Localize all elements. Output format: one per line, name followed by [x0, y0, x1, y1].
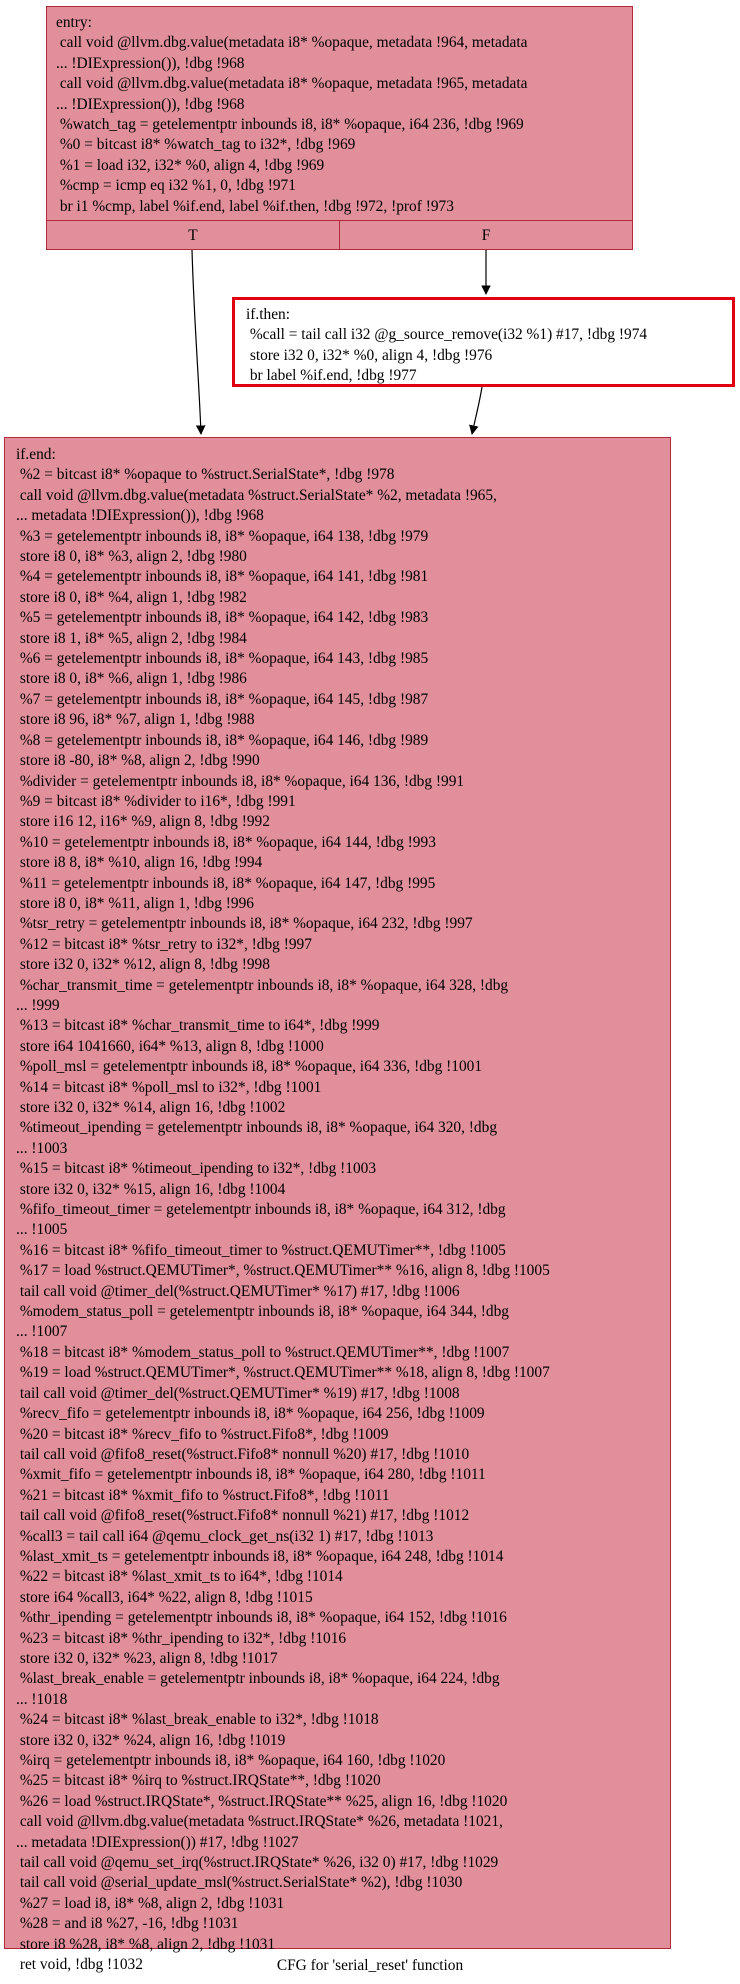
instruction-line: %cmp = icmp eq i32 %1, 0, !dbg !971 — [56, 177, 296, 195]
instruction-line: store i8 0, i8* %11, align 1, !dbg !996 — [16, 894, 254, 912]
instruction-line: store i8 0, i8* %6, align 1, !dbg !986 — [16, 670, 247, 688]
instruction-line: %xmit_fifo = getelementptr inbounds i8, i8* %opaque, i64 280, !dbg !1011 — [16, 1466, 486, 1484]
if-then-instructions — [246, 325, 726, 386]
instruction-line: %0 = bitcast i8* %watch_tag to i32*, !dbg !969 — [56, 136, 356, 154]
instruction-line: %19 = load %struct.QEMUTimer*, %struct.QEMUTimer** %18, align 8, !dbg !1007 — [16, 1364, 550, 1382]
instruction-line: tail call void @fifo8_reset(%struct.Fifo8* nonnull %21) #17, !dbg !1012 — [16, 1507, 470, 1525]
instruction-line: store i32 0, i32* %15, align 16, !dbg !1004 — [16, 1180, 286, 1198]
instruction-line: br label %if.end, !dbg !977 — [246, 367, 417, 385]
instruction-line: %fifo_timeout_timer = getelementptr inbounds i8, i8* %opaque, i64 312, !dbg — [16, 1201, 506, 1219]
instruction-line: ... metadata !DIExpression()), !dbg !968 — [16, 507, 264, 525]
if-end-label: if.end: — [16, 446, 56, 463]
entry-label: entry: — [56, 14, 92, 31]
instruction-line: ... !1005 — [16, 1221, 68, 1239]
instruction-line: ... !1018 — [16, 1690, 68, 1708]
instruction-line: call void @llvm.dbg.value(metadata %struct.SerialState* %2, metadata !965, — [16, 486, 497, 504]
instruction-line: ... !1007 — [16, 1323, 68, 1341]
instruction-line: store i32 0, i32* %14, align 16, !dbg !1002 — [16, 1099, 286, 1116]
instruction-line: store i8 8, i8* %10, align 16, !dbg !994 — [16, 854, 263, 872]
instruction-line: ... metadata !DIExpression()) #17, !dbg !1027 — [16, 1833, 299, 1851]
instruction-line: %17 = load %struct.QEMUTimer*, %struct.QEMUTimer** %16, align 8, !dbg !1005 — [16, 1262, 550, 1280]
instruction-line: call void @llvm.dbg.value(metadata i8* %opaque, metadata !965, metadata — [56, 75, 528, 93]
instruction-line: %27 = load i8, i8* %8, align 2, !dbg !1031 — [16, 1894, 285, 1912]
instruction-line: %15 = bitcast i8* %timeout_ipending to i32*, !dbg !1003 — [16, 1160, 377, 1178]
instruction-line: %3 = getelementptr inbounds i8, i8* %opaque, i64 138, !dbg !979 — [16, 527, 429, 545]
instruction-line: %13 = bitcast i8* %char_transmit_time to i64*, !dbg !999 — [16, 1017, 380, 1035]
instruction-line: %recv_fifo = getelementptr inbounds i8, i8* %opaque, i64 256, !dbg !1009 — [16, 1405, 485, 1423]
instruction-line: ret void, !dbg !1032 — [16, 1956, 143, 1974]
instruction-line: %18 = bitcast i8* %modem_status_poll to %struct.QEMUTimer**, !dbg !1007 — [16, 1343, 510, 1361]
instruction-line: %call3 = tail call i64 @qemu_clock_get_ns(i32 1) #17, !dbg !1013 — [16, 1527, 434, 1545]
instruction-line: %timeout_ipending = getelementptr inbounds i8, i8* %opaque, i64 320, !dbg — [16, 1119, 498, 1137]
instruction-line: %watch_tag = getelementptr inbounds i8, i8* %opaque, i64 236, !dbg !969 — [56, 116, 524, 134]
block-if-then — [232, 297, 735, 387]
instruction-line: ... !DIExpression()), !dbg !968 — [56, 54, 245, 72]
instruction-line: store i16 12, i16* %9, align 8, !dbg !992 — [16, 813, 270, 831]
instruction-line: store i8 -80, i8* %8, align 2, !dbg !990 — [16, 752, 260, 770]
instruction-line: %5 = getelementptr inbounds i8, i8* %opaque, i64 142, !dbg !983 — [16, 609, 429, 627]
instruction-line: %last_break_enable = getelementptr inbounds i8, i8* %opaque, i64 224, !dbg — [16, 1670, 500, 1688]
instruction-line: %char_transmit_time = getelementptr inbounds i8, i8* %opaque, i64 328, !dbg — [16, 976, 509, 994]
instruction-line: %14 = bitcast i8* %poll_msl to i32*, !dbg !1001 — [16, 1078, 322, 1096]
instruction-line: ... !1003 — [16, 1139, 68, 1157]
edge-if-then-to-if-end — [472, 387, 482, 434]
branch-true-port: T — [188, 227, 198, 244]
instruction-line: %20 = bitcast i8* %recv_fifo to %struct.Fifo8*, !dbg !1009 — [16, 1425, 389, 1443]
branch-false-port: F — [339, 221, 632, 249]
instruction-line: %26 = load %struct.IRQState*, %struct.IRQState** %25, align 16, !dbg !1020 — [16, 1792, 508, 1810]
instruction-line: tail call void @timer_del(%struct.QEMUTimer* %17) #17, !dbg !1006 — [16, 1282, 460, 1300]
entry-code — [56, 13, 626, 217]
instruction-line: %6 = getelementptr inbounds i8, i8* %opaque, i64 143, !dbg !985 — [16, 650, 429, 668]
instruction-line: %23 = bitcast i8* %thr_ipending to i32*, !dbg !1016 — [16, 1629, 347, 1647]
instruction-line: %last_xmit_ts = getelementptr inbounds i8, i8* %opaque, i64 248, !dbg !1014 — [16, 1547, 504, 1565]
instruction-line: tail call void @serial_update_msl(%struct.SerialState* %2), !dbg !1030 — [16, 1874, 463, 1892]
instruction-line: store i8 %28, i8* %8, align 2, !dbg !1031 — [16, 1935, 276, 1953]
instruction-line: %poll_msl = getelementptr inbounds i8, i8* %opaque, i64 336, !dbg !1001 — [16, 1058, 483, 1076]
instruction-line: store i8 96, i8* %7, align 1, !dbg !988 — [16, 711, 255, 729]
instruction-line: %24 = bitcast i8* %last_break_enable to i32*, !dbg !1018 — [16, 1711, 379, 1729]
instruction-line: store i8 0, i8* %4, align 1, !dbg !982 — [16, 588, 247, 606]
instruction-line: %divider = getelementptr inbounds i8, i8* %opaque, i64 136, !dbg !991 — [16, 772, 465, 790]
instruction-line: ... !DIExpression()), !dbg !968 — [56, 95, 245, 113]
instruction-line: store i32 0, i32* %12, align 8, !dbg !998 — [16, 956, 270, 974]
instruction-line: tail call void @qemu_set_irq(%struct.IRQState* %26, i32 0) #17, !dbg !1029 — [16, 1854, 499, 1872]
instruction-line: ... !999 — [16, 996, 60, 1014]
instruction-line: %7 = getelementptr inbounds i8, i8* %opaque, i64 145, !dbg !987 — [16, 690, 429, 708]
instruction-line: %tsr_retry = getelementptr inbounds i8, i8* %opaque, i64 232, !dbg !997 — [16, 915, 473, 933]
instruction-line: %22 = bitcast i8* %last_xmit_ts to i64*, !dbg !1014 — [16, 1568, 343, 1586]
if-end-code — [16, 445, 664, 1975]
instruction-line: %thr_ipending = getelementptr inbounds i8, i8* %opaque, i64 152, !dbg !1016 — [16, 1609, 507, 1627]
instruction-line: store i32 0, i32* %0, align 4, !dbg !976 — [246, 346, 493, 364]
entry-branch-ports — [47, 220, 632, 249]
instruction-line: store i8 0, i8* %3, align 2, !dbg !980 — [16, 548, 247, 566]
instruction-line: %1 = load i32, i32* %0, align 4, !dbg !969 — [56, 156, 325, 174]
entry-instructions — [56, 33, 626, 217]
instruction-line: tail call void @timer_del(%struct.QEMUTimer* %19) #17, !dbg !1008 — [16, 1384, 460, 1402]
instruction-line: call void @llvm.dbg.value(metadata %struct.IRQState* %26, metadata !1021, — [16, 1813, 503, 1831]
instruction-line: %call = tail call i32 @g_source_remove(i32 %1) #17, !dbg !974 — [246, 326, 648, 344]
instruction-line: store i8 1, i8* %5, align 2, !dbg !984 — [16, 629, 247, 647]
block-entry — [46, 6, 633, 250]
instruction-line: %9 = bitcast i8* %divider to i16*, !dbg !991 — [16, 792, 296, 810]
instruction-line: %modem_status_poll = getelementptr inbounds i8, i8* %opaque, i64 344, !dbg — [16, 1303, 509, 1321]
instruction-line: store i32 0, i32* %24, align 16, !dbg !1019 — [16, 1731, 286, 1749]
if-end-instructions — [16, 465, 664, 1975]
instruction-line: tail call void @fifo8_reset(%struct.Fifo8* nonnull %20) #17, !dbg !1010 — [16, 1445, 470, 1463]
instruction-line: br i1 %cmp, label %if.end, label %if.then, !dbg !972, !prof !973 — [56, 197, 454, 215]
instruction-line: %16 = bitcast i8* %fifo_timeout_timer to %struct.QEMUTimer**, !dbg !1005 — [16, 1241, 506, 1259]
instruction-line: %10 = getelementptr inbounds i8, i8* %opaque, i64 144, !dbg !993 — [16, 833, 436, 851]
instruction-line: store i64 %call3, i64* %22, align 8, !dbg !1015 — [16, 1588, 313, 1606]
instruction-line: %irq = getelementptr inbounds i8, i8* %opaque, i64 160, !dbg !1020 — [16, 1752, 446, 1769]
if-then-code — [246, 305, 726, 387]
instruction-line: %2 = bitcast i8* %opaque to %struct.SerialState*, !dbg !978 — [16, 466, 395, 484]
instruction-line: call void @llvm.dbg.value(metadata i8* %opaque, metadata !964, metadata — [56, 34, 528, 52]
instruction-line: %4 = getelementptr inbounds i8, i8* %opaque, i64 141, !dbg !981 — [16, 568, 429, 586]
instruction-line: %11 = getelementptr inbounds i8, i8* %opaque, i64 147, !dbg !995 — [16, 874, 436, 892]
instruction-line: store i64 1041660, i64* %13, align 8, !dbg !1000 — [16, 1037, 324, 1055]
instruction-line: %12 = bitcast i8* %tsr_retry to i32*, !dbg !997 — [16, 935, 312, 953]
instruction-line: %8 = getelementptr inbounds i8, i8* %opaque, i64 146, !dbg !989 — [16, 731, 429, 749]
instruction-line: %21 = bitcast i8* %xmit_fifo to %struct.Fifo8*, !dbg !1011 — [16, 1486, 390, 1504]
edge-entry-true-to-if-end — [192, 250, 201, 434]
instruction-line: store i32 0, i32* %23, align 8, !dbg !1017 — [16, 1649, 278, 1667]
graph-caption: CFG for 'serial_reset' function — [276, 1957, 464, 1974]
if-then-label: if.then: — [246, 306, 291, 323]
instruction-line: %25 = bitcast i8* %irq to %struct.IRQState**, !dbg !1020 — [16, 1772, 381, 1790]
instruction-line: %28 = and i8 %27, -16, !dbg !1031 — [16, 1915, 239, 1933]
